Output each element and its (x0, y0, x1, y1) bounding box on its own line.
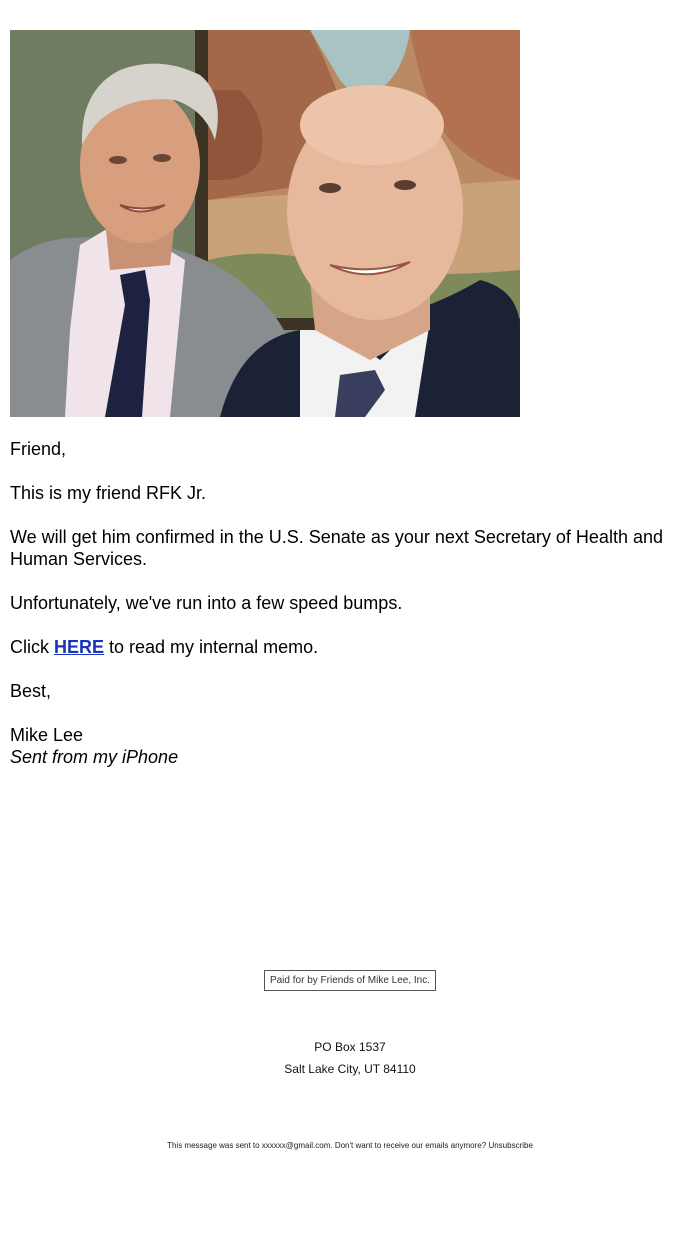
mailing-address (0, 1036, 700, 1080)
photo-illustration (10, 30, 520, 417)
confirmation-line: We will get him confirmed in the U.S. Senate as your next Secretary of Health and Human Services. (10, 527, 663, 569)
address-line-2: Salt Lake City, UT 84110 (284, 1062, 416, 1076)
email-body (10, 438, 680, 768)
signature-block (10, 724, 680, 768)
click-suffix: to read my internal memo. (104, 637, 319, 657)
signature-name: Mike Lee (10, 725, 84, 745)
footer-notice: This message was sent to xxxxxx@gmail.com. Don't want to receive our emails anymore? (167, 1141, 487, 1150)
address-line-1: PO Box 1537 (314, 1040, 386, 1054)
here-link[interactable]: HERE (54, 637, 105, 657)
click-prefix: Click (10, 637, 54, 657)
sent-from-iphone: Sent from my iPhone (10, 747, 179, 767)
memo-line (10, 636, 680, 658)
speed-bumps-line: Unfortunately, we've run into a few speed bumps. (10, 593, 403, 613)
email-footer (0, 1140, 700, 1152)
paid-for-disclaimer: Paid for by Friends of Mike Lee, Inc. (264, 970, 436, 991)
intro-line: This is my friend RFK Jr. (10, 483, 207, 503)
greeting: Friend, (10, 439, 67, 459)
email-photo (10, 30, 520, 417)
closing: Best, (10, 681, 52, 701)
unsubscribe-link[interactable]: Unsubscribe (488, 1141, 533, 1150)
